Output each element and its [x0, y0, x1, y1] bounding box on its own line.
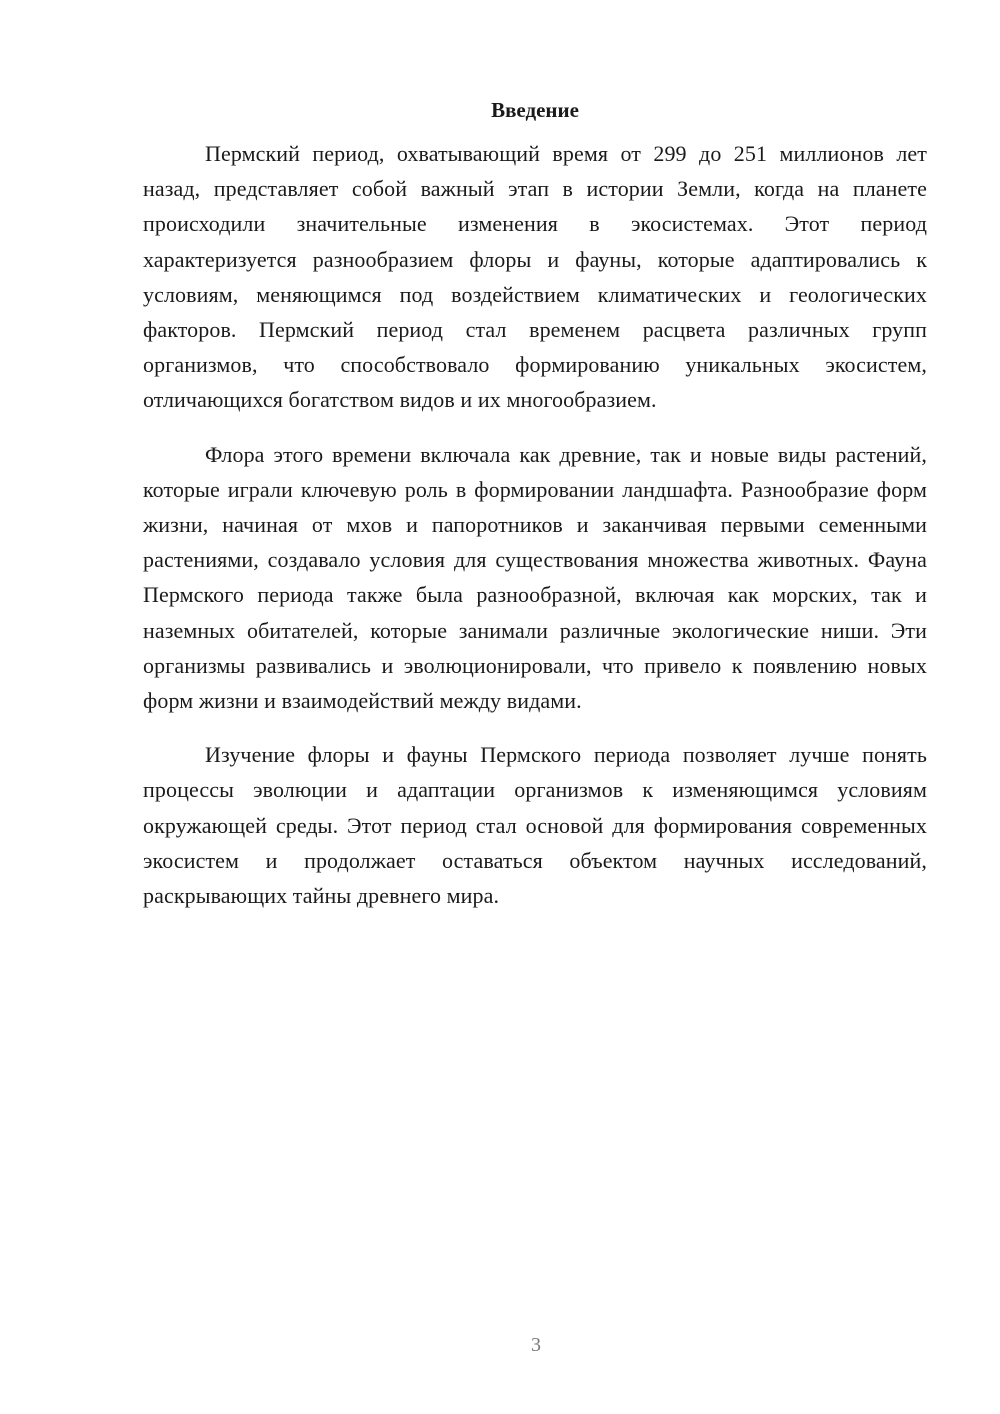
section-title: Введение [491, 98, 579, 122]
page-number: 3 [531, 1334, 541, 1356]
document-page [143, 96, 927, 932]
paragraph-intro: Пермский период, охватывающий время от 299 до 251 миллионов лет назад, представляет собой важный этап в истории Земли, когда на планете происходили значительные изменения в экосистемах. Этот период характеризуется разнообразием флоры и фауны, которые адаптировались к условиям, меняющимся под воздействием климатических и геологических факторов. Пермский период стал временем расцвета различных групп организмов, что способствовало формированию уникальных экосистем, отличающихся богатством видов и их многообразием. [143, 141, 927, 413]
paragraph-flora: Флора этого времени включала как древние, так и новые виды растений, которые играли ключевую роль в формировании ландшафта. Разнообразие форм жизни, начиная от мхов и папоротников и заканчивая первыми семенными растениями, создавало условия для существования множества животных. Фауна Пермского периода также была разнообразной, включая как морских, так и наземных обитателей, которые занимали различные экологические ниши. Эти организмы развивались и эволюционировали, что привело к появлению новых форм жизни и взаимодействий между видами. [143, 441, 927, 714]
paragraph-study: Изучение флоры и фауны Пермского периода позволяет лучше понять процессы эволюции и адаптации организмов к изменяющимся условиям окружающей среды. Этот период стал основой для формирования современных экосистем и продолжает оставаться объектом научных исследований, раскрывающих тайны древнего мира. [143, 742, 927, 909]
